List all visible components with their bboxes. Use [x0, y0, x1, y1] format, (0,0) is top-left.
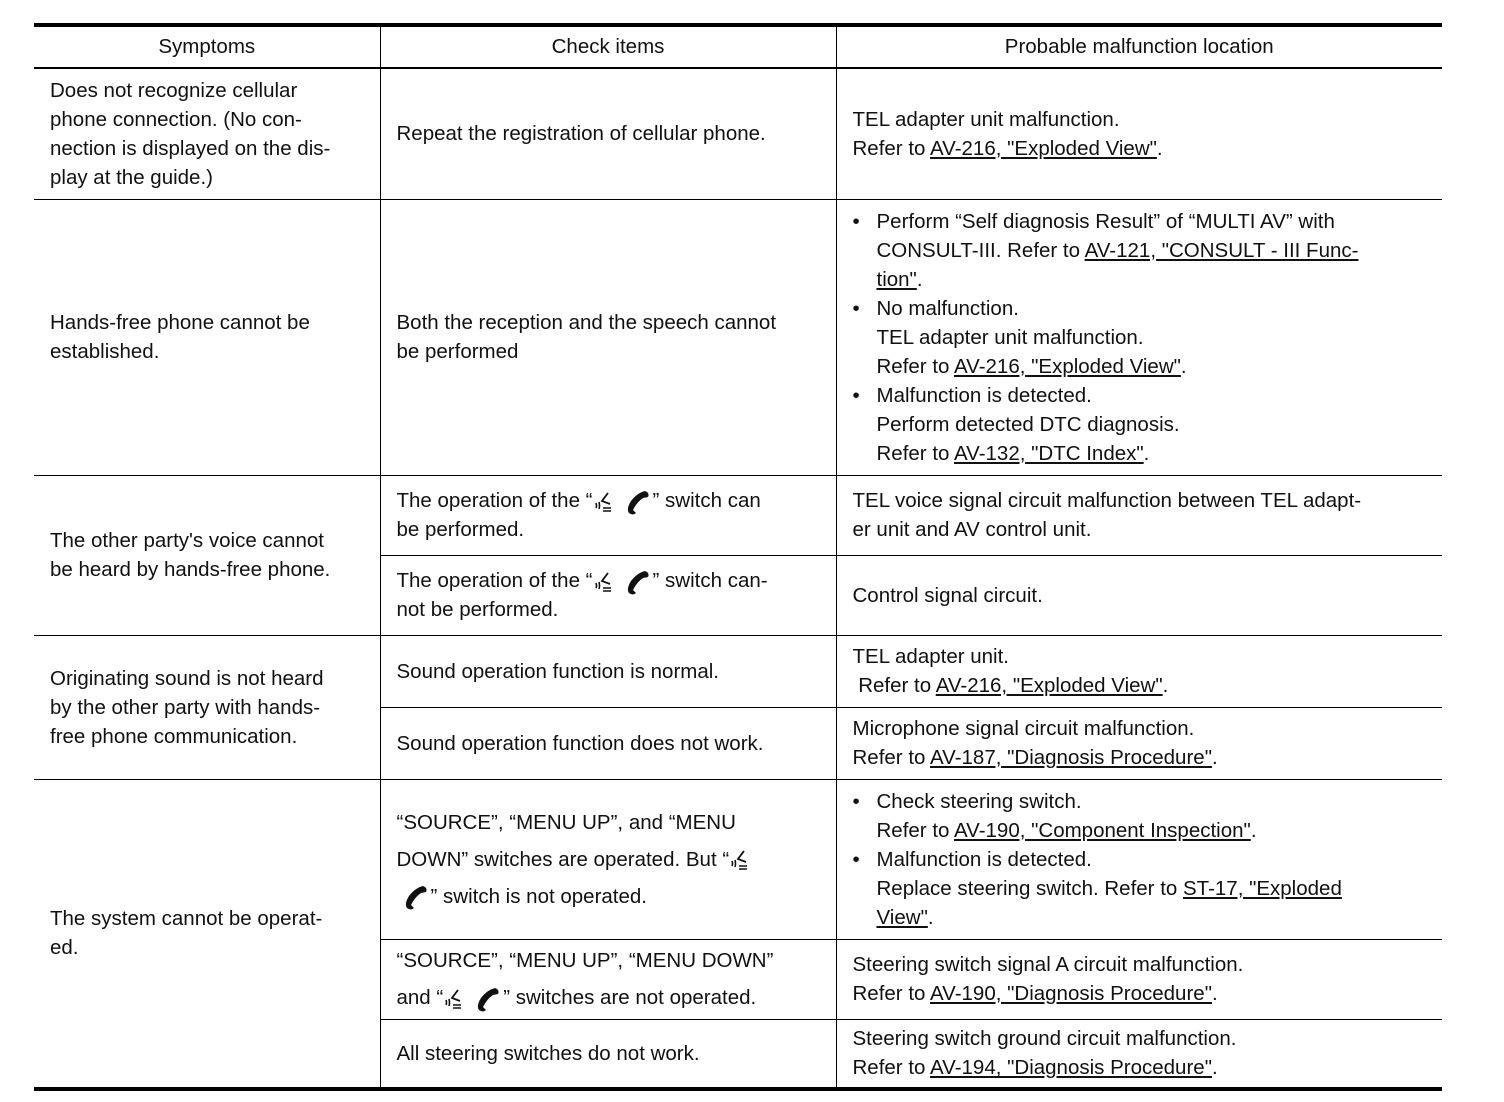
symptom-cell: Does not recognize cellular phone connection. (No con- nection is displayed on the dis- play at the guide.)	[34, 68, 380, 199]
table-row	[34, 68, 1442, 199]
voice-talk-icon	[729, 848, 755, 872]
symptom-cell: The other party's voice cannot be heard by hands-free phone.	[34, 475, 380, 635]
symptom-cell: Hands-free phone cannot be established.	[34, 199, 380, 475]
voice-talk-icon	[443, 987, 469, 1011]
location-cell: TEL voice signal circuit malfunction between TEL adapt- er unit and AV control unit.	[836, 475, 1442, 555]
check-cell: The operation of the “ ” switch can- not be performed.	[380, 555, 836, 635]
location-cell	[836, 779, 1442, 939]
voice-talk-icon	[593, 490, 619, 514]
diagnosis-table	[34, 23, 1442, 1091]
table-row	[34, 635, 1442, 707]
list-item: • No malfunction. TEL adapter unit malfunction. Refer to AV-216, "Exploded View".	[853, 294, 1431, 381]
bullet: •	[852, 383, 860, 407]
location-cell: Control signal circuit.	[836, 555, 1442, 635]
reference-link[interactable]: AV-194, "Diagnosis Procedure"	[930, 1056, 1212, 1080]
bullet: •	[852, 296, 860, 320]
check-cell: “SOURCE”, “MENU UP”, and “MENU DOWN” switches are operated. But “ ” switch is not operated.	[380, 779, 836, 939]
list-item: • Perform “Self diagnosis Result” of “MULTI AV” with CONSULT-III. Refer to AV-121, "CONSULT - III Func- tion".	[853, 207, 1431, 294]
reference-link[interactable]: tion"	[876, 267, 917, 291]
phone-handset-icon	[619, 569, 653, 595]
reference-link[interactable]: AV-190, "Diagnosis Procedure"	[930, 982, 1212, 1005]
header-check-items: Check items	[380, 25, 836, 68]
phone-handset-icon	[469, 986, 503, 1012]
table-row	[34, 779, 1442, 939]
check-cell: Sound operation function is normal.	[380, 635, 836, 707]
table-row	[34, 199, 1442, 475]
check-cell: Repeat the registration of cellular phone.	[380, 68, 836, 199]
reference-link[interactable]: AV-132, "DTC Index"	[954, 441, 1144, 465]
reference-link[interactable]: AV-216, "Exploded View"	[935, 674, 1163, 697]
reference-link[interactable]: AV-216, "Exploded View"	[930, 136, 1157, 160]
phone-handset-icon	[397, 884, 431, 910]
list-item: • Malfunction is detected. Replace steering switch. Refer to ST-17, "Exploded View".	[853, 845, 1431, 932]
header-row	[34, 25, 1442, 68]
location-cell: TEL adapter unit. Refer to AV-216, "Exploded View".	[836, 635, 1442, 707]
voice-talk-icon	[593, 570, 619, 594]
bullet: •	[852, 847, 860, 871]
location-cell: TEL adapter unit malfunction. Refer to AV-216, "Exploded View".	[836, 68, 1442, 199]
header-probable-location: Probable malfunction location	[836, 25, 1442, 68]
phone-handset-icon	[619, 489, 653, 515]
header-symptoms: Symptoms	[158, 35, 256, 58]
check-cell: The operation of the “ ” switch can be performed.	[380, 475, 836, 555]
list-item: • Check steering switch. Refer to AV-190, "Component Inspection".	[853, 787, 1431, 845]
check-cell: Both the reception and the speech cannot be performed	[380, 199, 836, 475]
symptom-cell: The system cannot be operat- ed.	[34, 779, 380, 1089]
check-cell: All steering switches do not work.	[380, 1019, 836, 1089]
symptom-cell: Originating sound is not heard by the other party with hands- free phone communication.	[34, 635, 380, 779]
bullet: •	[852, 789, 860, 813]
location-cell: Microphone signal circuit malfunction. Refer to AV-187, "Diagnosis Procedure".	[836, 707, 1442, 779]
reference-link[interactable]: View"	[876, 905, 928, 929]
reference-link[interactable]: ST-17, "Exploded	[1183, 876, 1342, 900]
reference-link[interactable]: AV-216, "Exploded View"	[954, 354, 1181, 378]
reference-link[interactable]: AV-121, "CONSULT - III Func-	[1084, 238, 1359, 262]
reference-link[interactable]: AV-190, "Component Inspection"	[954, 818, 1251, 842]
location-cell: Steering switch ground circuit malfunction. Refer to AV-194, "Diagnosis Procedure".	[836, 1019, 1442, 1089]
table-row	[34, 475, 1442, 555]
check-cell: “SOURCE”, “MENU UP”, “MENU DOWN” and “ ” switches are not operated.	[380, 939, 836, 1019]
list-item: • Malfunction is detected. Perform detected DTC diagnosis. Refer to AV-132, "DTC Index".	[853, 381, 1431, 468]
location-cell: Steering switch signal A circuit malfunction. Refer to AV-190, "Diagnosis Procedure".	[836, 939, 1442, 1019]
reference-link[interactable]: AV-187, "Diagnosis Procedure"	[930, 746, 1212, 769]
bullet: •	[852, 209, 860, 233]
check-cell: Sound operation function does not work.	[380, 707, 836, 779]
location-cell	[836, 199, 1442, 475]
